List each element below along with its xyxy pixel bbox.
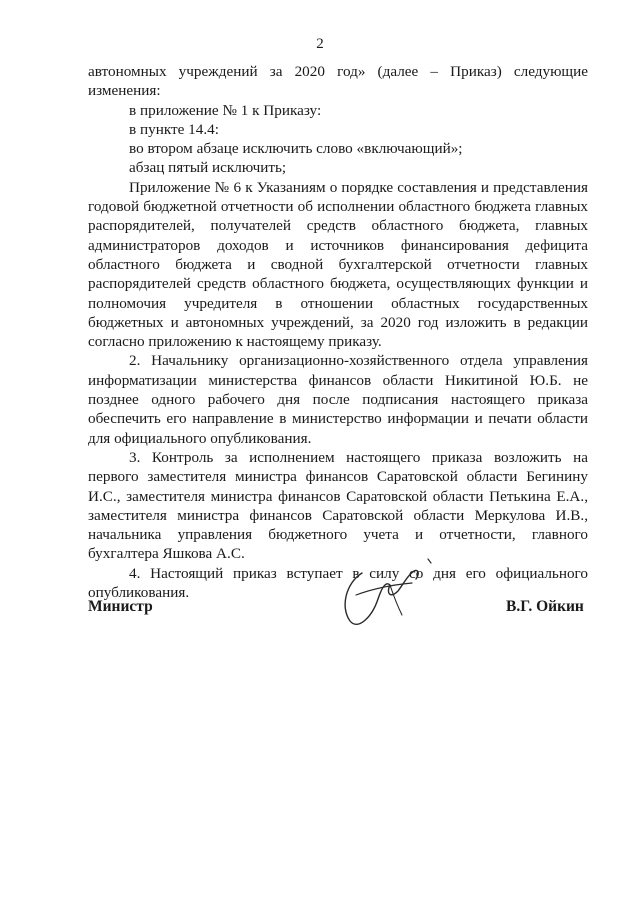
signatory-position: Министр — [88, 598, 153, 615]
paragraph-point-4: 4. Настоящий приказ вступает в силу со дня его официального опубликования. — [88, 564, 588, 602]
document-body — [88, 62, 588, 602]
handwritten-signature — [328, 555, 438, 635]
intro-line-1: автономных учреждений за 2020 год» (далее – Приказ) следующие — [88, 63, 588, 80]
paragraph-point-3: 3. Контроль за исполнением настоящего приказа возложить на первого заместителя министра финансов Саратовской области Бегинину И.С., заместителя министра финансов Саратовской области Петькина Е.А., заместителя министра финансов Саратовской области Меркулова И.В., начальника управления бюджетного учета и отчетности, главного бухгалтера Яшкова А.С. — [88, 448, 588, 563]
amendment-line-4: абзац пятый исключить; — [129, 159, 287, 177]
signatory-name: В.Г. Ойкин — [506, 598, 584, 615]
amendment-line-1: в приложение № 1 к Приказу: — [129, 101, 322, 119]
page-number: 2 — [316, 36, 324, 52]
intro-line-2: изменения: — [88, 82, 161, 100]
paragraph-appendix-6: Приложение № 6 к Указаниям о порядке составления и представления годовой бюджетной отчетности об исполнении областного бюджета главных распорядителей, получателей средств областного бюджета, главных администраторов доходов и источников финансирования дефицита областного бюджета и сводной бухгалтерской отчетности главных распорядителей средств областного бюджета, осуществляющих функции и полномочия учредителя в отношении областных государственных бюджетных и автономных учреждений, за 2020 год изложить в редакции согласно приложению к настоящему приказу. — [88, 178, 588, 351]
paragraph-point-2: 2. Начальнику организационно-хозяйственного отдела управления информатизации министерства финансов области Никитиной Ю.Б. не позднее одного рабочего дня после подписания настоящего приказа обеспечить его направление в министерство информации и печати области для официального опубликования. — [88, 352, 588, 447]
amendment-line-3: во втором абзаце исключить слово «включающий»; — [129, 140, 463, 158]
amendment-line-2: в пункте 14.4: — [129, 120, 219, 138]
